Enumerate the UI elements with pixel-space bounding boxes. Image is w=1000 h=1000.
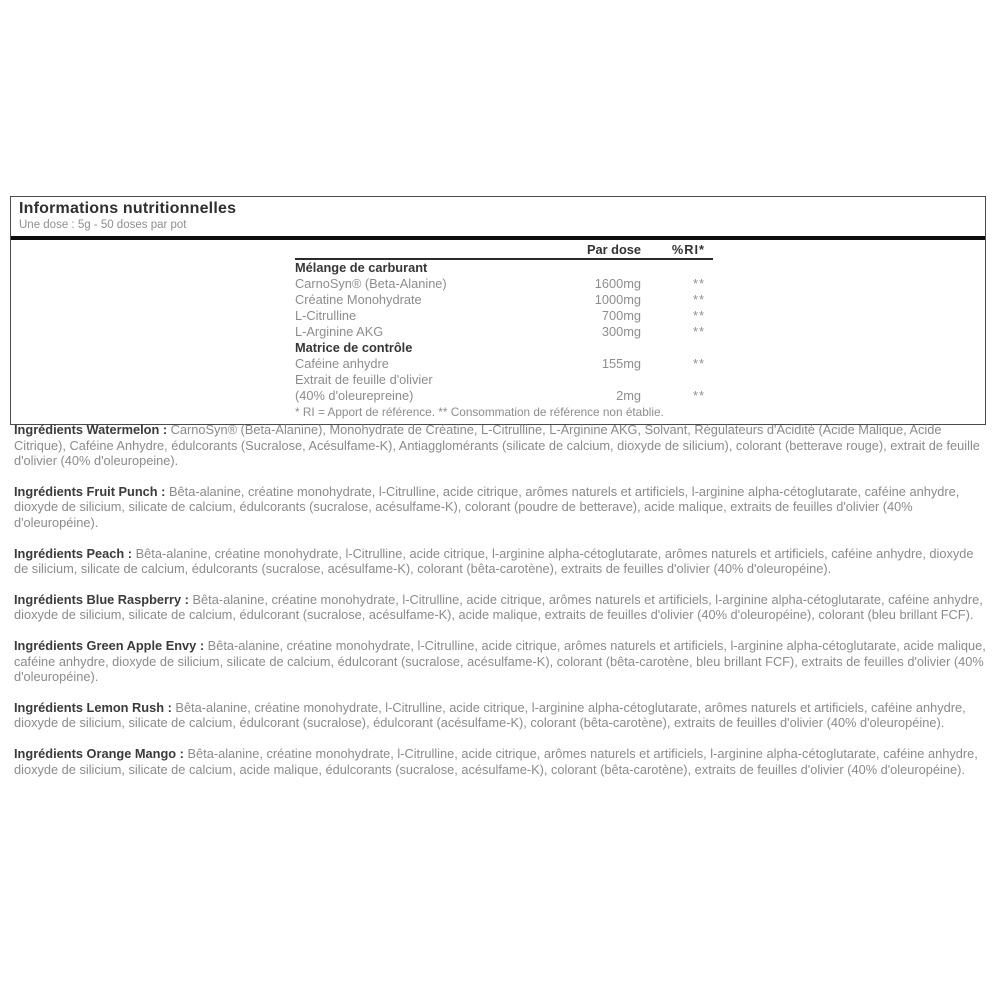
ingredients-peach (14, 546, 986, 577)
flavor-label: Ingrédients Lemon Rush : (14, 699, 172, 715)
dose-value: 1600mg (594, 276, 641, 291)
reference-footnote: * RI = Apport de référence. ** Consommation de référence non établie. (295, 405, 664, 419)
table-row (295, 324, 713, 340)
nutrition-panel-header (11, 197, 985, 236)
ri-value: ** (693, 388, 705, 403)
table-section-row (295, 260, 713, 276)
nutrition-table (295, 240, 713, 419)
col-header-per-dose: Par dose (586, 242, 641, 257)
section-label: Mélange de carburant (295, 260, 428, 275)
serving-info: Une dose : 5g - 50 doses par pot (19, 219, 187, 231)
ingredient-name: Extrait de feuille d'olivier (295, 372, 433, 387)
ingredients-text: Bêta-alanine, créatine monohydrate, l-Citrulline, acide citrique, l-arginine alpha-cétoglutarate, arômes naturels et artificiels, caféine anhydre, dioxyde de silicium, silicate de calcium, édulcorant (sucralose), édulcorant (acésulfame-K), colorant (bêta-carotène), extraits de feuilles d'olivier (40% d'oleuropéine). (14, 699, 966, 731)
table-header-row (295, 241, 713, 260)
ingredients-text: Bêta-alanine, créatine monohydrate, l-Citrulline, acide citrique, arômes naturels et artificiels, l-arginine alpha-cétoglutarate, caféine anhydre, dioxyde de silicium, silicate de calcium, édulcorant (sucralose, acésulfame-K), acide malique, extraits de feuilles d'olivier (40% d'oleuropéine), colorant (bleu brillant FCF). (14, 591, 983, 623)
ingredient-name: L-Arginine AKG (295, 324, 384, 339)
ingredients-watermelon (14, 422, 986, 469)
table-section-row (295, 340, 713, 356)
dose-value: 1000mg (594, 292, 641, 307)
ingredients-text: Bêta-alanine, créatine monohydrate, l-Citrulline, acide citrique, arômes naturels et artificiels, l-arginine alpha-cétoglutarate, caféine anhydre, dioxyde de silicium, silicate de calcium, acide malique, édulcorants (sucralose, acésulfame-K), colorant (bêta-carotène), extraits de feuilles d'olivier (40% d'oleuropéine). (14, 745, 978, 777)
ingredient-name: Caféine anhydre (295, 356, 389, 371)
nutrition-facts-panel (10, 196, 986, 425)
dose-value: 300mg (601, 324, 641, 339)
table-row (295, 388, 713, 404)
dose-value: 155mg (601, 356, 641, 371)
ingredient-name: (40% d'oleurepreine) (295, 388, 414, 403)
ri-value: ** (693, 308, 705, 323)
ingredients-text: Bêta-alanine, créatine monohydrate, l-Citrulline, acide citrique, l-arginine alpha-cétoglutarate, arômes naturels et artificiels, caféine anhydre, dioxyde de silicium, silicate de calcium, édulcorants (sucralose, acésulfame-K), colorant (bêta-carotène), extraits de feuilles d'olivier (40% d'oleuropéine). (14, 545, 974, 577)
ri-value: ** (693, 292, 705, 307)
ingredients-section (0, 422, 1000, 792)
table-row (295, 292, 713, 308)
dose-value: 2mg (616, 388, 641, 403)
flavor-label: Ingrédients Watermelon : (14, 422, 168, 437)
ingredients-blue-raspberry (14, 592, 986, 623)
table-row (295, 356, 713, 372)
flavor-label: Ingrédients Fruit Punch : (14, 483, 166, 499)
ingredients-green-apple-envy (14, 638, 986, 685)
ingredient-name: L-Citrulline (295, 308, 357, 323)
nutrition-title: Informations nutritionnelles (19, 200, 237, 217)
flavor-label: Ingrédients Orange Mango : (14, 745, 184, 761)
table-row (295, 308, 713, 324)
flavor-label: Ingrédients Blue Raspberry : (14, 591, 189, 607)
flavor-label: Ingrédients Peach : (14, 545, 133, 561)
ri-value: ** (693, 276, 705, 291)
table-row (295, 276, 713, 292)
ri-value: ** (693, 356, 705, 371)
ri-value: ** (693, 324, 705, 339)
ingredient-name: Créatine Monohydrate (295, 292, 422, 307)
col-header-ri: %RI* (671, 242, 705, 257)
section-label: Matrice de contrôle (295, 340, 413, 355)
dose-value: 700mg (601, 308, 641, 323)
flavor-label: Ingrédients Green Apple Envy : (14, 637, 205, 653)
ingredient-name: CarnoSyn® (Beta-Alanine) (295, 276, 447, 291)
ingredients-lemon-rush (14, 700, 986, 731)
ingredients-orange-mango (14, 746, 986, 777)
ingredients-fruit-punch (14, 484, 986, 531)
ingredients-text: Bêta-alanine, créatine monohydrate, l-Citrulline, acide citrique, arômes naturels et artificiels, l-arginine alpha-cétoglutarate, caféine anhydre, dioxyde de silicium, silicate de calcium, édulcorants (sucralose, acésulfame-K), colorant (poudre de betterave), acide malique, extraits de feuilles d'olivier (40% d'oleuropéine). (14, 483, 960, 530)
ingredients-text: CarnoSyn® (Beta-Alanine), Monohydrate de Créatine, L-Citrulline, L-Arginine AKG, Solvant, Régulateurs d'Acidité (Acide Malique, Acide Citrique), Caféine Anhydre, édulcorants (Sucralose, Acésulfame-K), Antiagglomérants (silicate de calcium, dioxyde de silicium), colorant (betterave rouge), extrait de feuille d'olivier (40% d'oleuropeine). (14, 422, 980, 469)
ingredients-text: Bêta-alanine, créatine monohydrate, l-Citrulline, acide citrique, arômes naturels et artificiels, l-arginine alpha-cétoglutarate, acide malique, caféine anhydre, dioxyde de silicium, silicate de calcium, édulcorant (sucralose, acésulfame-K), colorant (bêta-carotène, bleu brillant FCF), extraits de feuilles d'olivier (40% d'oleuropéine). (14, 637, 986, 685)
table-row (295, 372, 713, 388)
